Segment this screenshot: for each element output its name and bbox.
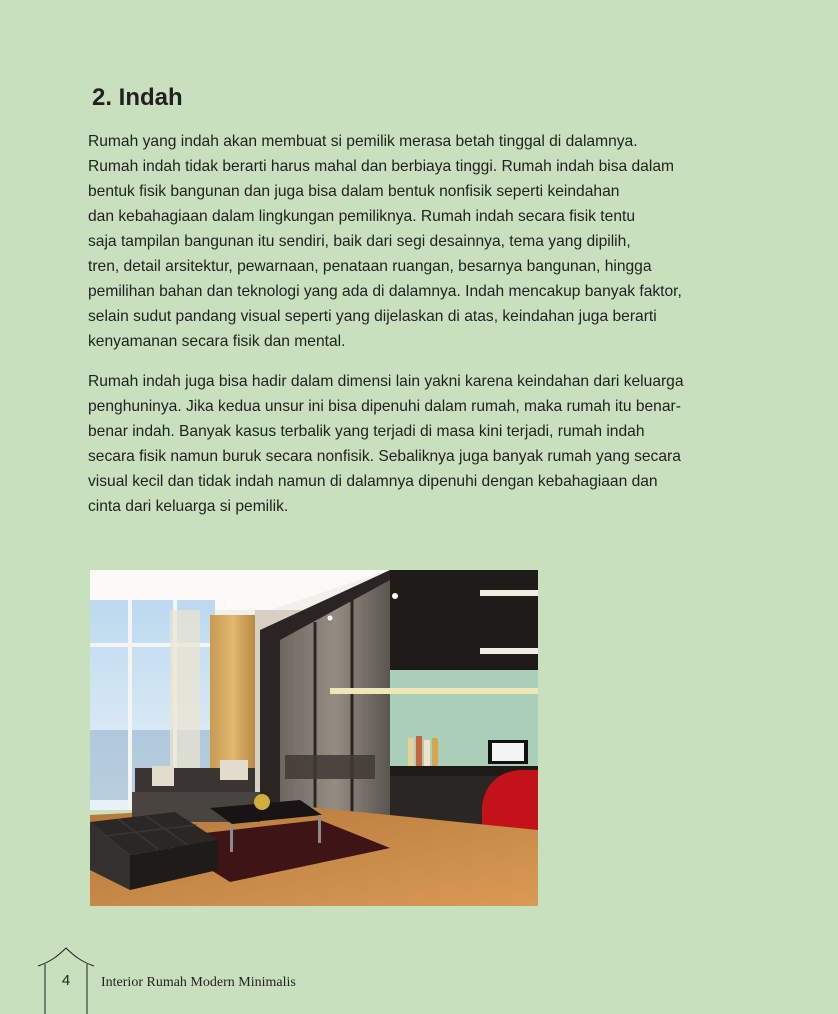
- paragraph-line: Rumah indah juga bisa hadir dalam dimensi lain yakni karena keindahan dari keluarga: [88, 373, 684, 390]
- paragraph-1: [88, 129, 758, 354]
- section-heading: 2. Indah: [92, 84, 183, 111]
- paragraph-line: pemilihan bahan dan teknologi yang ada di dalamnya. Indah mencakup banyak faktor,: [88, 283, 682, 300]
- paragraph-line: benar indah. Banyak kasus terbalik yang terjadi di masa kini terjadi, rumah indah: [88, 423, 645, 440]
- paragraph-line: bentuk fisik bangunan dan juga bisa dalam bentuk nonfisik seperti keindahan: [88, 183, 620, 200]
- paragraph-line: secara fisik namun buruk secara nonfisik. Sebaliknya juga banyak rumah yang secara: [88, 448, 681, 465]
- paragraph-line: Rumah yang indah akan membuat si pemilik merasa betah tinggal di dalamnya.: [88, 133, 638, 150]
- paragraph-line: Rumah indah tidak berarti harus mahal dan berbiaya tinggi. Rumah indah bisa dalam: [88, 158, 674, 175]
- interior-photo: [90, 570, 538, 906]
- book-title: Interior Rumah Modern Minimalis: [101, 975, 296, 990]
- paragraph-line: tren, detail arsitektur, pewarnaan, penataan ruangan, besarnya bangunan, hingga: [88, 258, 652, 275]
- page-number: 4: [61, 972, 71, 989]
- paragraph-line: dan kebahagiaan dalam lingkungan pemiliknya. Rumah indah secara fisik tentu: [88, 208, 635, 225]
- paragraph-line: selain sudut pandang visual seperti yang dijelaskan di atas, keindahan juga berarti: [88, 308, 657, 325]
- paragraph-line: kenyamanan secara fisik dan mental.: [88, 333, 346, 350]
- paragraph-line: cinta dari keluarga si pemilik.: [88, 498, 289, 515]
- paragraph-line: saja tampilan bangunan itu sendiri, baik dari segi desainnya, tema yang dipilih,: [88, 233, 631, 250]
- paragraph-line: penghuninya. Jika kedua unsur ini bisa dipenuhi dalam rumah, maka rumah itu benar-: [88, 398, 681, 415]
- paragraph-2: [88, 369, 758, 519]
- paragraph-line: visual kecil dan tidak indah namun di dalamnya dipenuhi dengan kebahagiaan dan: [88, 473, 658, 490]
